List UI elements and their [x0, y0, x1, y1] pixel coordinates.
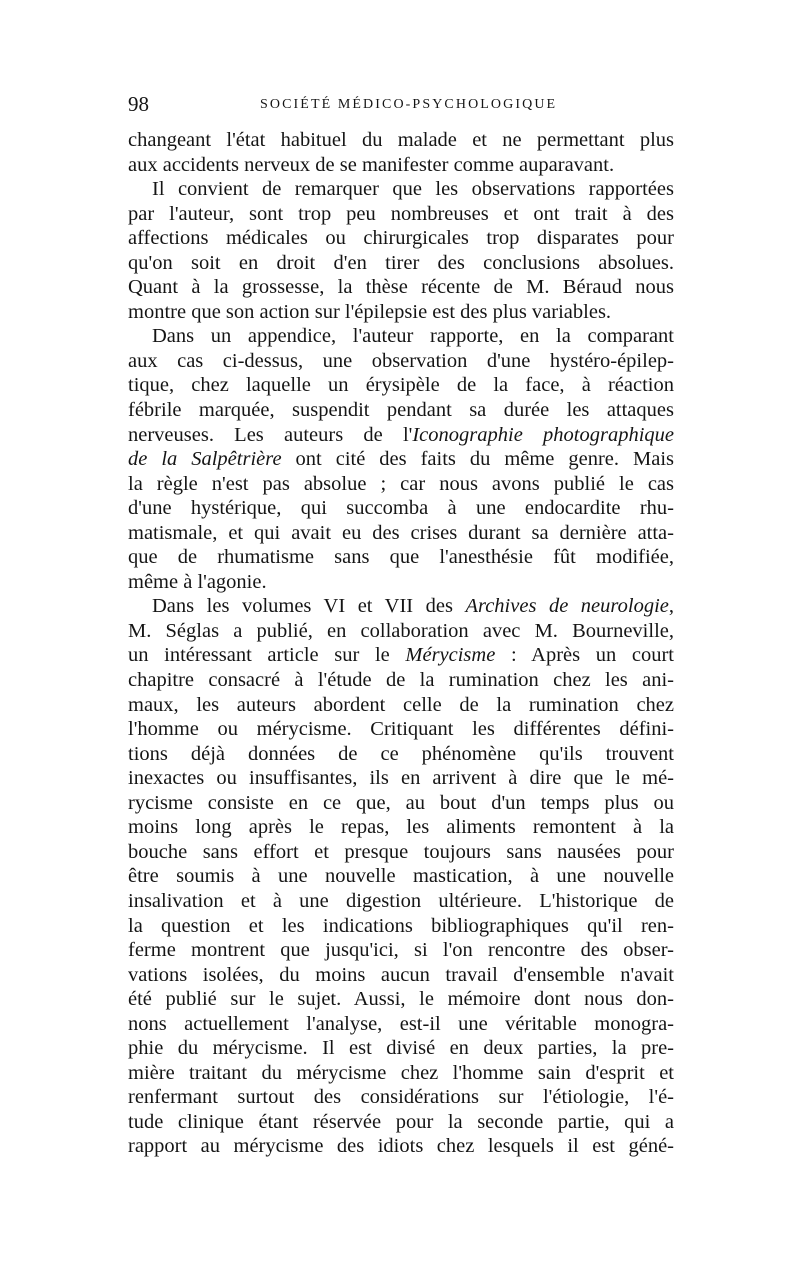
text-line: qu'on soit en droit d'en tirer des conclusions absolues. [128, 251, 674, 274]
text-line: même à l'agonie. [128, 570, 267, 593]
text-line: la règle n'est pas absolue ; car nous avons publié le cas [128, 472, 674, 495]
italic-title: Mérycisme [405, 644, 496, 667]
text-line: été publié sur le sujet. Aussi, le mémoire dont nous don- [128, 988, 674, 1011]
italic-title: de la Salpêtrière [128, 448, 282, 471]
text-line: tions déjà données de ce phénomène qu'ils trouvent [128, 742, 674, 765]
text-segment: un intéressant article sur le [128, 644, 406, 667]
text-line: rapport au mérycisme des idiots chez lesquels il est géné- [128, 1135, 674, 1158]
text-line: la question et les indications bibliographiques qu'il ren- [128, 914, 674, 937]
italic-title: Archives de neurologie [465, 595, 669, 618]
text-line: inexactes ou insuffisantes, ils en arrivent à dire que le mé- [128, 767, 674, 790]
text-line: fébrile marquée, suspendit pendant sa durée les attaques [128, 399, 674, 422]
text-line: M. Séglas a publié, en collaboration avec M. Bourneville, [128, 619, 674, 642]
text-line: moins long après le repas, les aliments remontent à la [128, 816, 674, 839]
text-line: Quant à la grossesse, la thèse récente de M. Béraud nous [128, 276, 674, 299]
text-line [128, 423, 674, 448]
text-line: Dans un appendice, l'auteur rapporte, en la comparant [152, 325, 674, 348]
text-line: chapitre consacré à l'étude de la rumination chez les ani- [128, 669, 674, 692]
running-title: SOCIÉTÉ MÉDICO-PSYCHOLOGIQUE [260, 97, 558, 112]
text-segment: : Après un court [495, 644, 674, 667]
text-line: rycisme consiste en ce que, au bout d'un temps plus ou [128, 791, 674, 814]
text-segment: nerveuses. Les auteurs de l' [128, 423, 413, 446]
text-line [128, 447, 674, 472]
text-line: aux accidents nerveux de se manifester comme auparavant. [128, 153, 615, 176]
text-line: maux, les auteurs abordent celle de la rumination chez [128, 693, 674, 716]
text-line: tude clinique étant réservée pour la seconde partie, qui a [128, 1110, 674, 1133]
text-line: vations isolées, du moins aucun travail d'ensemble n'avait [128, 963, 674, 986]
text-line [128, 594, 674, 619]
text-line: renfermant surtout des considérations sur l'étiologie, l'é- [128, 1086, 674, 1109]
text-line: ferme montrent que jusqu'ici, si l'on rencontre des obser- [128, 939, 674, 962]
text-line: mière traitant du mérycisme chez l'homme sain d'esprit et [128, 1061, 674, 1084]
text-line: montre que son action sur l'épilepsie est des plus variables. [128, 300, 612, 323]
text-line: l'homme ou mérycisme. Critiquant les différentes défini- [128, 718, 674, 741]
italic-title: Iconographie photographique [412, 423, 674, 446]
text-line: Il convient de remarquer que les observations rapportées [152, 178, 674, 201]
text-line: être soumis à une nouvelle mastication, à une nouvelle [128, 865, 674, 888]
text-line: changeant l'état habituel du malade et ne permettant plus [128, 129, 674, 151]
page-header [128, 92, 672, 118]
text-line: aux cas ci-dessus, une observation d'une hystéro-épilep- [128, 349, 674, 372]
text-line: tique, chez laquelle un érysipèle de la face, à réaction [128, 374, 674, 397]
text-segment: Dans les volumes VI et VII des [152, 595, 466, 618]
text-line: bouche sans effort et presque toujours sans nausées pour [128, 840, 674, 863]
text-line [128, 643, 674, 668]
text-line: matismale, et qui avait eu des crises durant sa dernière atta- [128, 521, 674, 544]
text-line: insalivation et à une digestion ultérieure. L'historique de [128, 889, 674, 912]
text-segment: , [668, 595, 674, 618]
text-segment: ont cité des faits du même genre. Mais [281, 448, 674, 471]
text-line: que de rhumatisme sans que l'anesthésie fût modifiée, [128, 546, 674, 569]
text-line: par l'auteur, sont trop peu nombreuses et ont trait à des [128, 202, 674, 225]
text-line: nons actuellement l'analyse, est-il une véritable monogra- [128, 1012, 674, 1035]
body-text [128, 128, 674, 1159]
text-line: d'une hystérique, qui succomba à une endocardite rhu- [128, 497, 674, 520]
text-line: affections médicales ou chirurgicales trop disparates pour [128, 227, 674, 250]
text-line: phie du mérycisme. Il est divisé en deux parties, la pre- [128, 1037, 674, 1060]
page-number: 98 [128, 92, 149, 116]
